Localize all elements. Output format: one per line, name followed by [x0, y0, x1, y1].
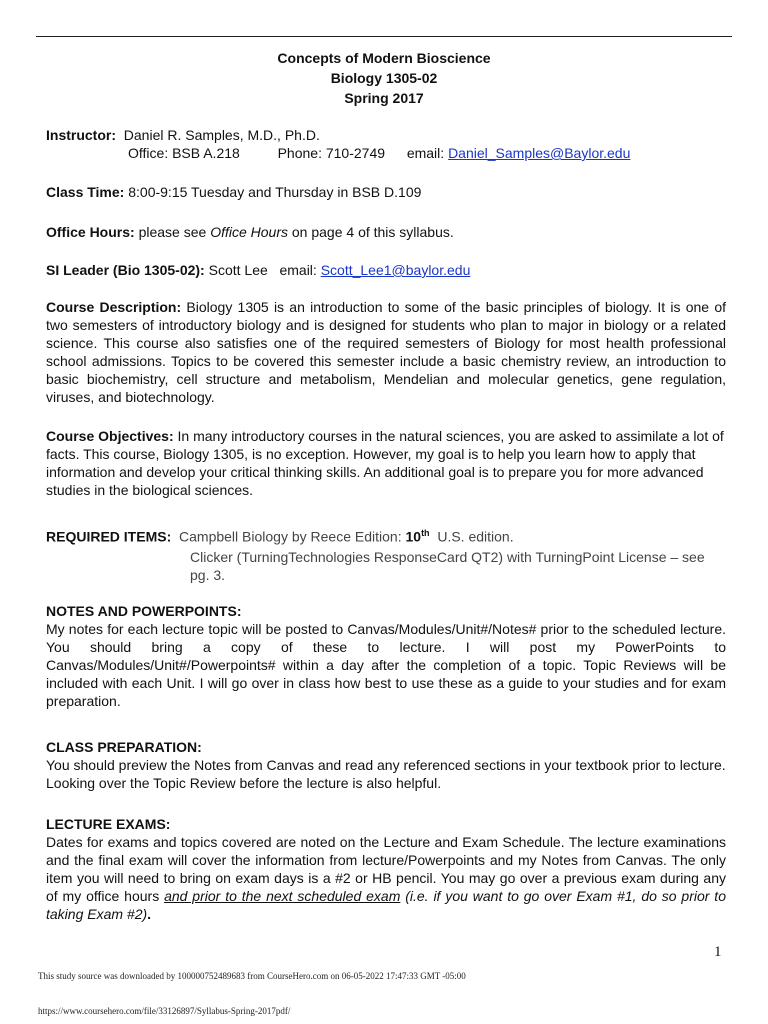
required-book-edition: 10 [405, 528, 422, 545]
course-objectives-text: In many introductory courses in the natural sciences, you are asked to assimilate a lot of facts. This course, Biology 1305, is no exception. However, my goal is to help you learn how to apply that information and develop your critical thinking skills. An additional goal is to prepare you for more advanced studies in the biological sciences. [46, 428, 724, 498]
lecture-exams-text: Dates for exams and topics covered are noted on the Lecture and Exam Schedule. The lecture examinations and the final exam will cover the information from lecture/Powerpoints and my Notes from Canvas. The only item you will need to bring on exam days is a #2 or HB pencil. You may go over a previous exam during any of my office hours [46, 834, 726, 904]
instructor-email-link[interactable]: Daniel_Samples@Baylor.edu [448, 145, 631, 161]
class-time-label: Class Time: [46, 184, 125, 200]
notes-powerpoints-text: My notes for each lecture topic will be posted to Canvas/Modules/Unit#/Notes# prior to the scheduled lecture. You should bring a copy of these to lecture. I will post my PowerPoints to Canvas/Modules/Unit#/Powerpoints# within a day after the completion of a topic. Topic Reviews will be included with each Unit. I will go over in class how best to use these as a guide to your studies and for exam preparation. [46, 621, 726, 709]
si-leader-name: Scott Lee [208, 262, 268, 278]
si-leader-email-link[interactable]: Scott_Lee1@baylor.edu [320, 262, 471, 278]
course-objectives-label: Course Objectives: [46, 428, 174, 444]
page-number: 1 [714, 944, 722, 960]
class-preparation-heading: CLASS PREPARATION: [46, 739, 202, 755]
required-book-sup: th [421, 528, 430, 538]
class-time-section [46, 183, 726, 201]
instructor-office: Office: BSB A.218 [128, 145, 240, 161]
notes-powerpoints-section [46, 602, 726, 710]
course-description-label: Course Description: [46, 299, 182, 315]
office-hours-post: on page 4 of this syllabus. [291, 224, 454, 240]
instructor-email-label: email: [406, 145, 445, 161]
office-hours-label: Office Hours: [46, 224, 135, 240]
source-url[interactable]: https://www.coursehero.com/file/33126897/Syllabus-Spring-2017pdf/ [38, 1006, 291, 1016]
lecture-exams-emphasis: and prior to the next scheduled exam [164, 888, 401, 904]
lecture-exams-section [46, 815, 726, 923]
document-header [0, 48, 768, 108]
notes-powerpoints-heading: NOTES AND POWERPOINTS: [46, 603, 242, 619]
instructor-name: Daniel R. Samples, M.D., Ph.D. [123, 127, 320, 143]
course-number: Biology 1305-02 [330, 70, 438, 86]
class-preparation-text: You should preview the Notes from Canvas and read any referenced sections in your textbook prior to lecture. Looking over the Topic Review before the lecture is also helpful. [46, 757, 726, 791]
top-rule [36, 36, 732, 37]
si-leader-email-label: email: [279, 262, 317, 278]
download-source-note: This study source was downloaded by 100000752489683 from CourseHero.com on 06-05-2022 17:47:33 GMT -05:00 [38, 971, 466, 981]
class-time-value: 8:00-9:15 Tuesday and Thursday in BSB D.109 [128, 184, 422, 200]
lecture-exams-paren: (i.e. if you want to go over Exam #1, do so prior to taking Exam #2) [46, 888, 726, 922]
instructor-phone: Phone: 710-2749 [277, 145, 386, 161]
class-preparation-section [46, 738, 726, 792]
required-items-section [46, 524, 726, 584]
lecture-exams-heading: LECTURE EXAMS: [46, 816, 171, 832]
course-description-text: Biology 1305 is an introduction to some of the basic principles of biology. It is one of two semesters of introductory biology and is designed for students who plan to major in biology or a related science. This course also satisfies one of the required semesters of Biology for most health professional school admissions. Topics to be covered this semester include a basic chemistry review, an introduction to basic biochemistry, cell structure and metabolism, Mendelian and molecular genetics, gene regulation, viruses, and biotechnology. [46, 299, 727, 405]
course-objectives-section [46, 427, 726, 499]
si-leader-label: SI Leader (Bio 1305-02): [46, 262, 205, 278]
instructor-section [46, 126, 726, 162]
required-items-label: REQUIRED ITEMS: [46, 528, 172, 545]
lecture-exams-end: . [147, 906, 152, 922]
office-hours-section [46, 223, 726, 241]
required-book-post: U.S. edition. [437, 528, 514, 545]
required-book-pre: Campbell Biology by Reece Edition: [179, 528, 402, 545]
si-leader-section [46, 261, 726, 279]
course-description-section [46, 298, 726, 406]
required-clicker: Clicker (TurningTechnologies ResponseCard QT2) with TurningPoint License – see pg. 3. [190, 548, 705, 583]
instructor-label: Instructor: [46, 127, 116, 143]
course-term: Spring 2017 [344, 90, 424, 106]
course-title: Concepts of Modern Bioscience [277, 50, 491, 66]
office-hours-ref: Office Hours [210, 224, 288, 240]
office-hours-pre: please see [138, 224, 207, 240]
